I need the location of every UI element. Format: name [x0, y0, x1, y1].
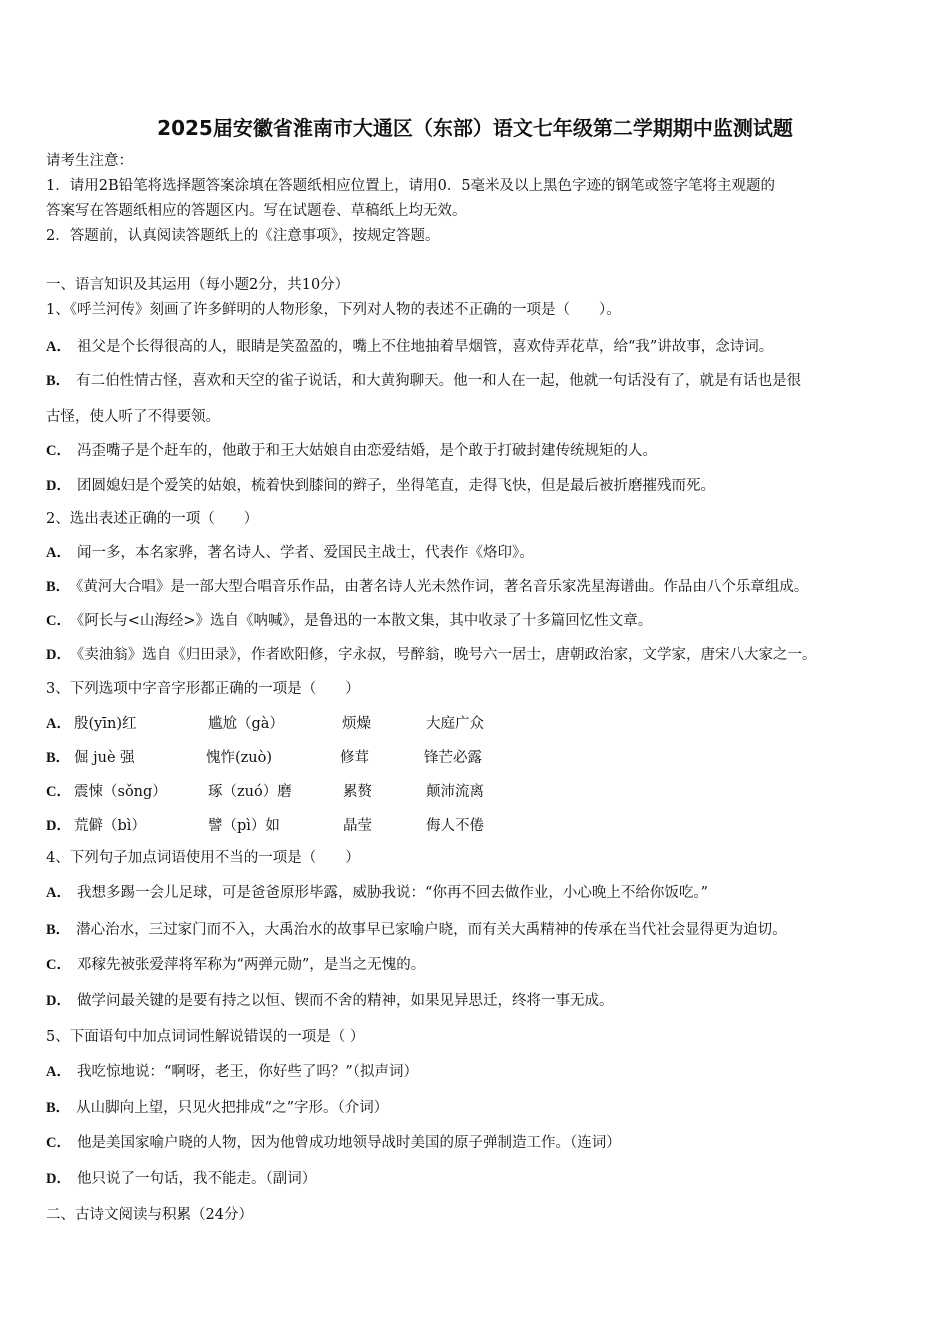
option-text: 潜心治水，三过家门而不入，大禹治水的故事早已家喻户晓，而有关大禹精神的传承在当代社会显得更为迫切。: [76, 922, 787, 938]
option-letter: C．: [46, 613, 71, 629]
question-2-option-d: [46, 645, 816, 665]
option-cell-4: 侮人不倦: [426, 818, 484, 834]
question-4-option-b: [46, 920, 787, 940]
question-3-option-a: [46, 712, 566, 732]
option-cell-2: 譬（pì）如: [208, 818, 280, 834]
option-letter: C．: [46, 784, 71, 800]
option-text: 从山脚向上望，只见火把排成“之”字形。（介词）: [76, 1100, 389, 1116]
question-4-option-d: [46, 991, 613, 1011]
question-3-stem: 3、下列选项中字音字形都正确的一项是（ ）: [46, 681, 360, 697]
option-cell-2: 愧怍(zuò): [206, 750, 273, 766]
question-1-option-b: [46, 371, 801, 391]
option-letter: C．: [46, 443, 71, 459]
option-cell-4: 颠沛流离: [426, 784, 484, 800]
option-text: 他是美国家喻户晓的人物，因为他曾成功地领导战时美国的原子弹制造工作。（连词）: [76, 1135, 621, 1151]
option-cell-1: 震悚（sǒng）: [74, 784, 167, 800]
section-2-heading: 二、古诗文阅读与积累（24分）: [46, 1207, 253, 1223]
question-5-option-d: [46, 1169, 316, 1189]
question-3-option-c: [46, 780, 566, 800]
option-letter: D．: [46, 647, 71, 663]
option-text: 《黄河大合唱》是一部大型合唱音乐作品，由著名诗人光未然作词，著名音乐家冼星海谱曲。作品由八个乐章组成。: [76, 579, 809, 595]
question-4-option-c: [46, 955, 425, 975]
question-3-option-d: [46, 814, 566, 834]
option-letter: B．: [46, 1100, 71, 1116]
option-text: 团圆媳妇是个爱笑的姑娘，梳着快到膝间的辫子，坐得笔直，走得飞快，但是最后被折磨摧残而死。: [76, 478, 715, 494]
option-letter: C．: [46, 957, 71, 973]
notice-line-2: 答案写在答题纸相应的答题区内。写在试题卷、草稿纸上均无效。: [46, 203, 467, 219]
option-cell-1: 殷(yīn)红: [74, 716, 137, 732]
option-letter: B．: [46, 579, 71, 595]
option-letter: C．: [46, 1135, 71, 1151]
option-cell-3: 晶莹: [343, 818, 372, 834]
notice-line-3: 2．答题前，认真阅读答题纸上的《注意事项》，按规定答题。: [46, 228, 440, 244]
question-2-option-c: [46, 611, 652, 631]
question-1-option-c: [46, 441, 657, 461]
option-text: 做学问最关键的是要有持之以恒、锲而不舍的精神，如果见异思迁，终将一事无成。: [76, 993, 614, 1009]
option-cell-4: 大庭广众: [426, 716, 484, 732]
option-text: 《阿长与<山海经>》选自《呐喊》，是鲁迅的一本散文集，其中收录了十多篇回忆性文章。: [76, 613, 653, 629]
question-1-option-b-continuation: 古怪，使人听了不得要领。: [46, 409, 220, 425]
option-letter: A．: [46, 716, 71, 732]
option-cell-1: 荒僻（bì）: [74, 818, 146, 834]
option-letter: A．: [46, 339, 71, 355]
option-letter: B．: [46, 922, 71, 938]
option-text: 我吃惊地说：“啊呀，老王，你好些了吗？”（拟声词）: [76, 1064, 419, 1080]
option-letter: D．: [46, 1171, 71, 1187]
option-cell-2: 尴尬（gà）: [208, 716, 284, 732]
option-letter: A．: [46, 885, 71, 901]
option-cell-3: 累赘: [343, 784, 372, 800]
question-5-stem: 5、下面语句中加点词词性解说错误的一项是（ ）: [46, 1029, 365, 1045]
question-1-stem: 1、《呼兰河传》刻画了许多鲜明的人物形象，下列对人物的表述不正确的一项是（ ）。: [46, 302, 621, 318]
question-2-option-a: [46, 543, 534, 563]
question-5-option-a: [46, 1062, 418, 1082]
exam-title: 2025届安徽省淮南市大通区（东部）语文七年级第二学期期中监测试题: [157, 116, 793, 140]
option-cell-3: 烦燥: [342, 716, 371, 732]
option-cell-4: 锋芒必露: [424, 750, 482, 766]
option-cell-3: 修茸: [340, 750, 369, 766]
question-1-option-a: [46, 337, 773, 357]
option-text: 我想多踢一会儿足球，可是爸爸原形毕露，威胁我说：“你再不回去做作业，小心晚上不给你饭吃。”: [76, 885, 709, 901]
question-2-option-b: [46, 577, 808, 597]
option-letter: D．: [46, 818, 71, 834]
question-5-option-b: [46, 1098, 388, 1118]
question-4-stem: 4、下列句子加点词语使用不当的一项是（ ）: [46, 850, 360, 866]
option-letter: A．: [46, 545, 71, 561]
option-letter: B．: [46, 373, 71, 389]
option-text: 冯歪嘴子是个赶车的，他敢于和王大姑娘自由恋爱结婚，是个敢于打破封建传统规矩的人。: [76, 443, 657, 459]
question-4-option-a: [46, 883, 708, 903]
question-1-option-d: [46, 476, 715, 496]
option-text: 闻一多，本名家骅，著名诗人、学者、爱国民主战士，代表作《烙印》。: [76, 545, 534, 561]
option-text: 邓稼先被张爱萍将军称为“两弹元勋”，是当之无愧的。: [76, 957, 426, 973]
option-letter: D．: [46, 993, 71, 1009]
option-text: 有二伯性情古怪，喜欢和天空的雀子说话，和大黄狗聊天。他一和人在一起，他就一句话没有了，就是有话也是很: [76, 373, 802, 389]
question-5-option-c: [46, 1133, 621, 1153]
question-2-stem: 2、选出表述正确的一项（ ）: [46, 511, 259, 527]
notice-line-1: 1．请用2B铅笔将选择题答案涂填在答题纸相应位置上，请用0．5毫米及以上黑色字迹的钢笔或签字笔将主观题的: [46, 178, 776, 194]
question-3-option-b: [46, 746, 566, 766]
option-letter: D．: [46, 478, 71, 494]
section-1-heading: 一、语言知识及其运用（每小题2分，共10分）: [46, 277, 350, 293]
option-letter: A．: [46, 1064, 71, 1080]
option-text: 《卖油翁》选自《归田录》，作者欧阳修，字永叔，号醉翁，晚号六一居士，唐朝政治家，文学家，唐宋八大家之一。: [76, 647, 817, 663]
option-letter: B．: [46, 750, 71, 766]
option-cell-1: 倔 juè 强: [74, 750, 135, 766]
notice-heading: 请考生注意：: [46, 153, 133, 169]
option-text: 祖父是个长得很高的人，眼睛是笑盈盈的，嘴上不住地抽着旱烟管，喜欢侍弄花草，给“我”讲故事，念诗词。: [76, 339, 774, 355]
option-cell-2: 琢（zuó）磨: [208, 784, 292, 800]
option-text: 他只说了一句话，我不能走。（副词）: [76, 1171, 317, 1187]
